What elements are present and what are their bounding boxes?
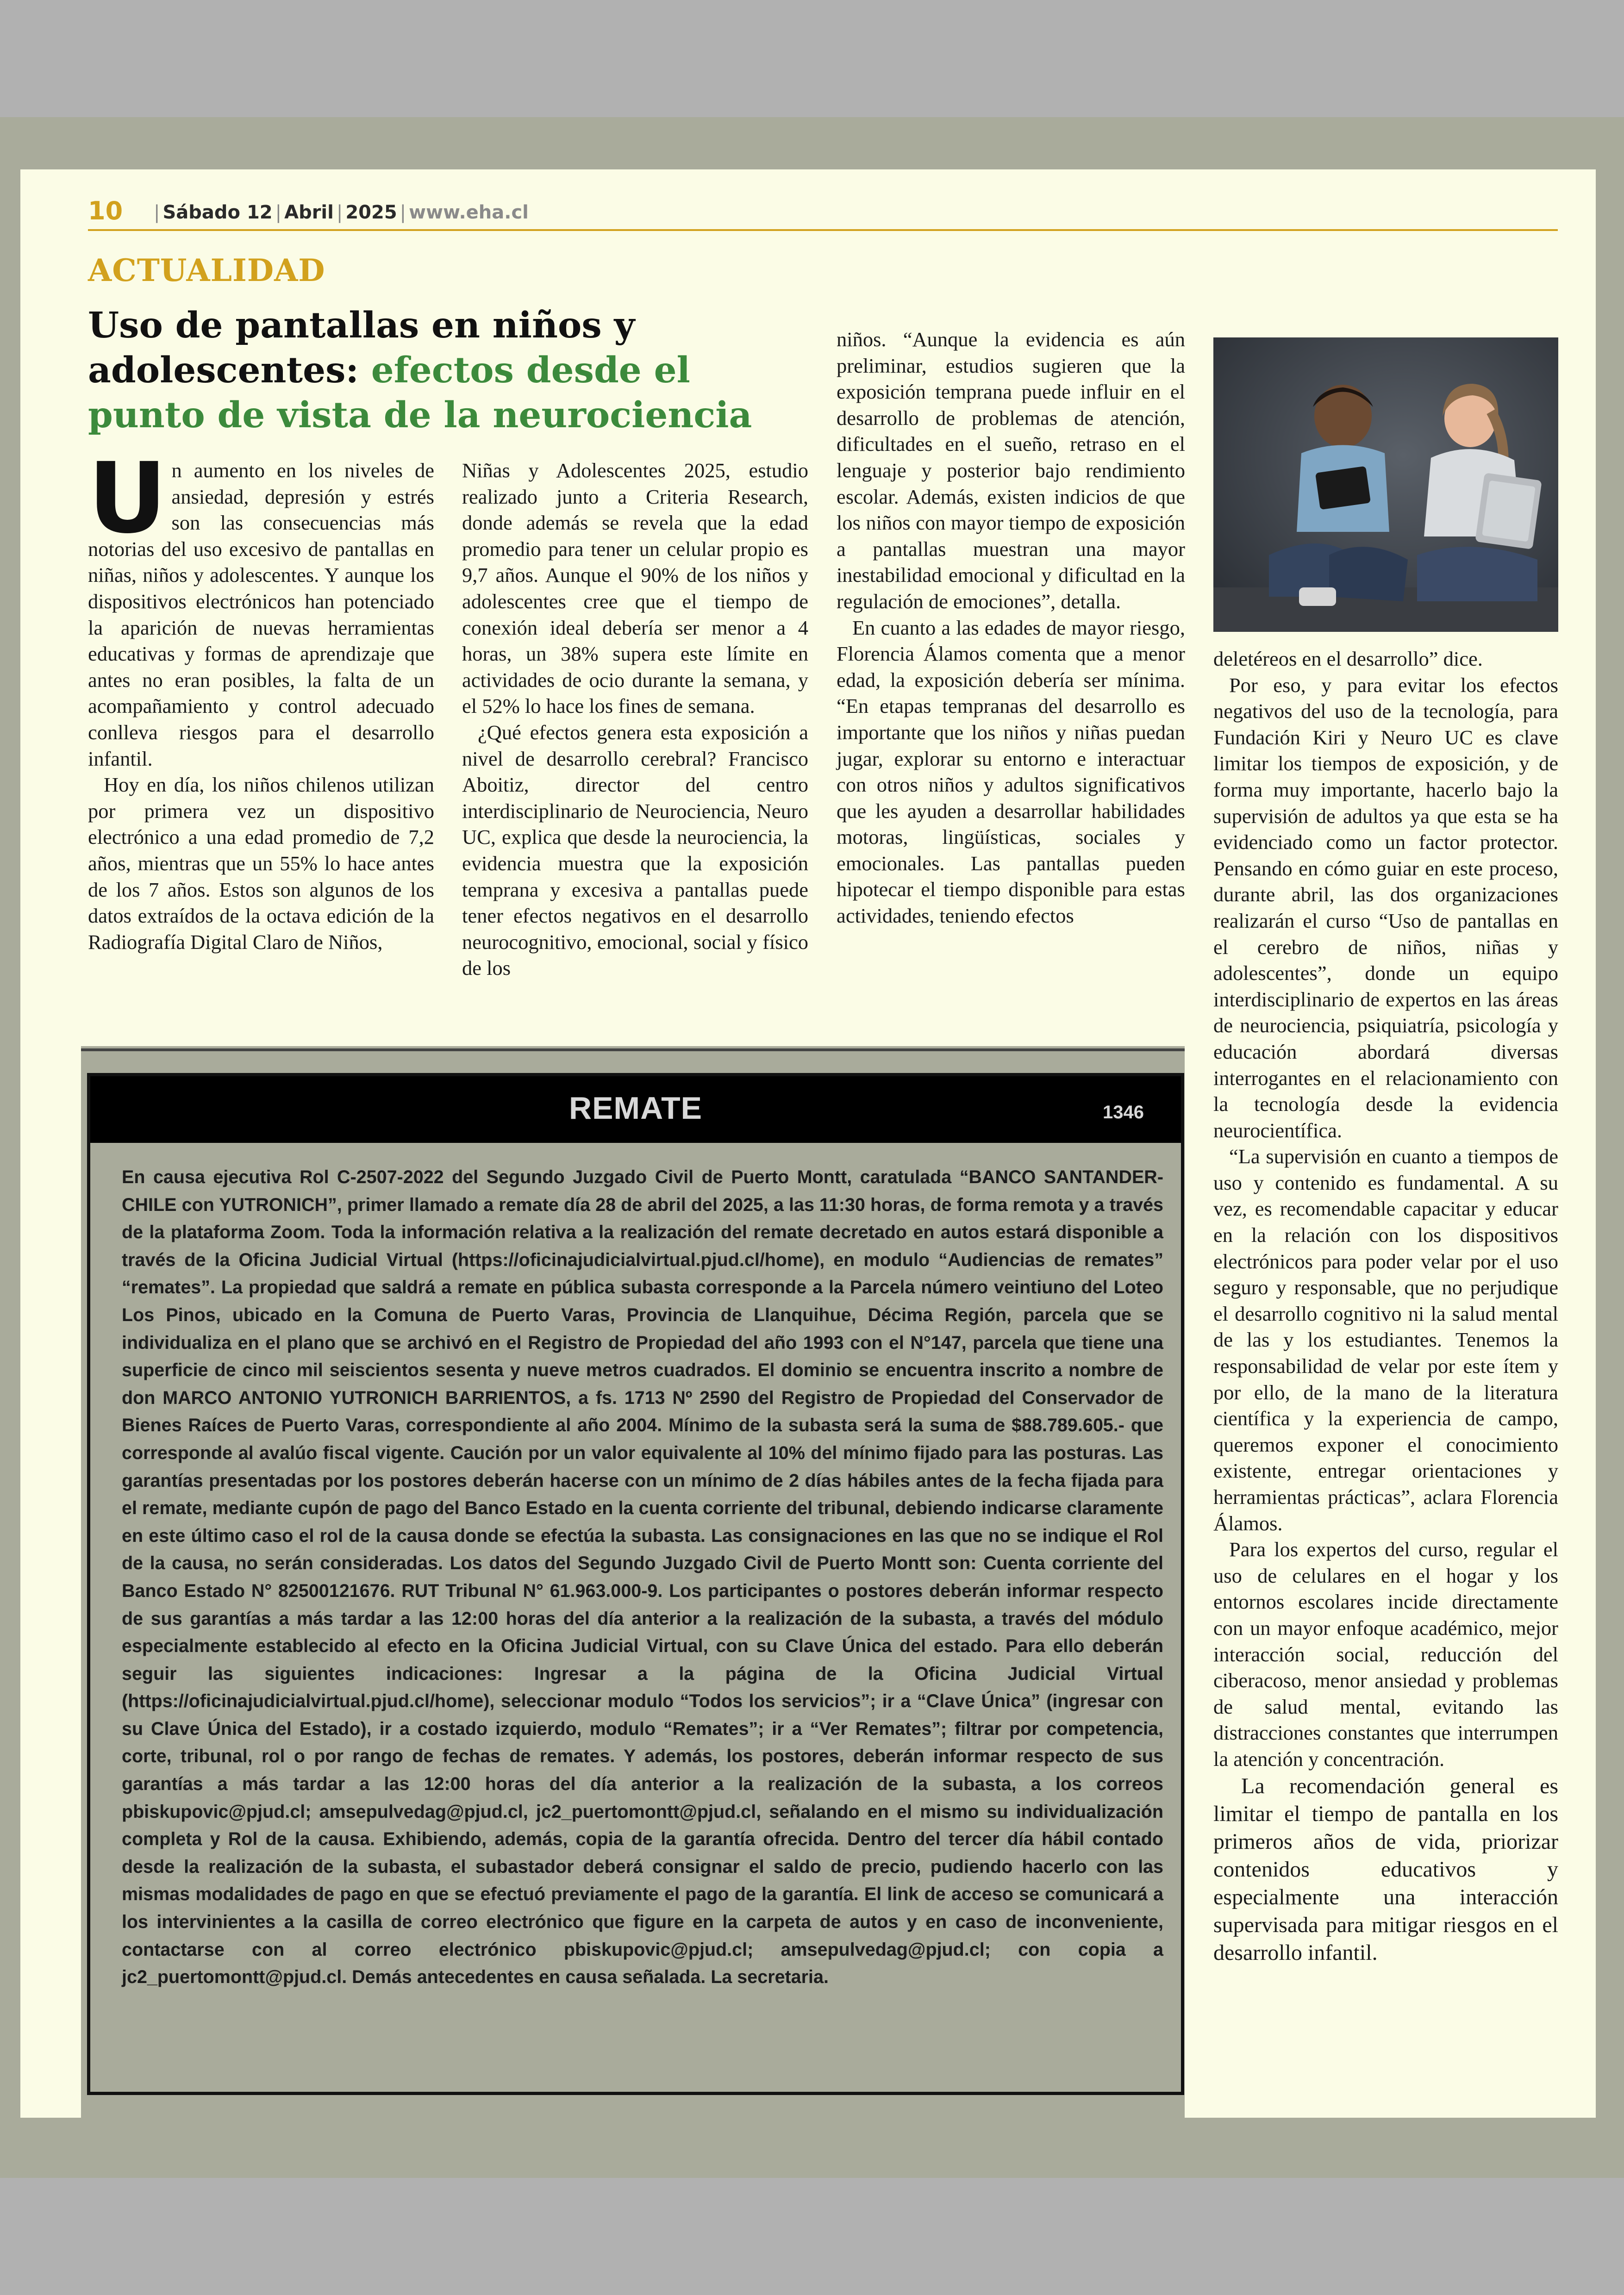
col4-paragraph-3: “La supervisión en cuanto a tiempos de uso y contenido es fundamental. A su vez, es recomendable capacitar y educar en la relación con los dispositivos electrónicos para poder velar por el uso seguro y responsable, que no perjudique el desarrollo cognitivo ni la salud mental de las y los estudiantes. Tenemos la responsabilidad de velar por este ítem y por ello, de la mano de la literatura científica y la experiencia de campo, queremos exponer el conocimiento existente, entregar orientaciones y herramientas prácticas”, aclara Florencia Álamos. [1213,1145,1558,1535]
remate-body: En causa ejecutiva Rol C-2507-2022 del Segundo Juzgado Civil de Puerto Montt, caratulada “BANCO SANTANDER-CHILE con YUTRONICH”, primer llamado a remate día 28 de abril del 2025, a las 11:30 horas, de forma remota y a través de la plataforma Zoom. Toda la información relativa a la realización del remate decretado en autos estará disponible a través de la Oficina Judicial Virtual (https://oficinajudicialvirtual.pjud.cl/home), en modulo “Audiencias de remates” “remates”. La propiedad que saldrá a remate en pública subasta corresponde a la Parcela número veintiuno del Loteo Los Pinos, ubicado en la Comuna de Puerto Varas, Provincia de Llanquihue, Décima Región, parcela que se individualiza en el plano que se archivó en el Registro de Propiedad del año 1993 con el N°147, parcela que tiene una superficie de cinco mil seiscientos sesenta y nueve metros cuadrados. El dominio se encuentra inscrito a nombre de don MARCO ANTONIO YUTRONICH BARRIENTOS, a fs. 1713 Nº 2590 del Registro de Propiedad del Conservador de Bienes Raíces de Puerto Varas, correspondiente al año 2004. Mínimo de la subasta será la suma de $88.789.605.- que corresponde al avalúo fiscal vigente. Caución por un valor equivalente al 10% del mínimo fijado para las posturas. Las garantías presentadas por los postores deberán hacerse con un mínimo de 2 días hábiles antes de la fecha fijada para el remate, mediante cupón de pago del Banco Estado en la cuenta corriente del tribunal, debiendo indicarse claramente en este último caso el rol de la causa donde se efectúa la subasta. Las consignaciones en las que no se indique el Rol de la causa, no serán consideradas. Los datos del Segundo Juzgado Civil de Puerto Montt son: Cuenta corriente del Banco Estado N° 82500121676. RUT Tribunal N° 61.963.000-9. Los participantes o postores deberán informar respecto de sus garantías a más tardar a las 12:00 horas del día anterior a la realización de la subasta, a través del módulo especialmente establecido al efecto en la Oficina Judicial Virtual, con su Clave Única del estado. Para ello deberán seguir las siguientes indicaciones: Ingresar a la página de la Oficina Judicial Virtual (https://oficinajudicialvirtual.pjud.cl/home), seleccionar modulo “Todos los servicios”; ir a “Clave Única” (ingresar con su Clave Única del Estado), ir a costado izquierdo, modulo “Remates”; ir a “Ver Remates”; filtrar por competencia, corte, tribunal, rol o por rango de fechas de remates. Y además, los postores, deberán informar respecto de sus garantías a más tardar a las 12:00 horas del día anterior a la realización de la subasta, a los correos pbiskupovic@pjud.cl; amsepulvedag@pjud.cl, jc2_puertomontt@pjud.cl, señalando en el mismo su individualización completa y Rol de la causa. Exhibiendo, además, copia de la garantía ofrecida. Dentro del tercer día hábil contado desde la realización de la subasta, el subastador deberá consignar el saldo de precio, pudiendo hacerlo con las mismas modalidades de pago en que se efectuó previamente el pago de la garantía. El link de acceso se comunicará a los intervinientes a la casilla de correo electrónico que figure en la carpeta de autos y en caso de inconveniente, contactarse con al correo electrónico pbiskupovic@pjud.cl; amsepulvedag@pjud.cl; con copia a jc2_puertomontt@pjud.cl. Demás antecedentes en causa señalada. La secretaria. [122,1167,1163,1988]
col4-paragraph-4: Para los expertos del curso, regular el uso de celulares en el hogar y los entornos escolares incide directamente con un mayor enfoque académico, mejor interacción social, reducción del ciberacoso, menor ansiedad y problemas de salud mental, evitando las distracciones constantes que interrumpen la atención y concentración. [1213,1538,1558,1771]
issue-day: Sábado 12 [162,202,273,223]
issue-year: 2025 [345,202,397,223]
children-tablets-photo [1213,337,1558,632]
headline-black: Uso de pantallas en niños y adolescentes: [88,305,635,391]
col3-paragraph-2: En cuanto a las edades de mayor riesgo, Florencia Álamos comenta que a menor edad, la exposición debería ser mínima. “En etapas tempranas del desarrollo es importante que los niños y niñas puedan jugar, explorar su entorno e interactuar con otros niños y adultos significativos que les ayuden a desarrollar habilidades motoras, lingüísticas, sociales y emocionales. Las pantallas pueden hipotecar el tiempo disponible para estas actividades, teniendo efectos [837,616,1185,928]
page-number: 10 [88,196,123,225]
col1-paragraph-1: n aumento en los niveles de ansiedad, depresión y estrés son las consecuencias más notorias del uso excesivo de pantallas en niñas, niños y adolescentes. Y aunque los dispositivos electrónicos han potenciado la aparición de nuevas herramientas educativas y formas de aprendizaje que antes no eran posibles, la falta de un acompañamiento y control adecuado conlleva riesgos para el desarrollo infantil. [88,459,434,770]
article-column-3 [837,326,1185,929]
col2-paragraph-2: ¿Qué efectos genera esta exposición a nivel de desarrollo cerebral? Francisco Aboitiz, director del centro interdisciplinario de Neurociencia, Neuro UC, explica que desde la neurociencia, la evidencia muestra que la exposición temprana y excesiva a pantallas puede tener efectos negativos en el desarrollo neurocognitivo, emocional, social y físico de los [462,720,808,980]
header-divider [88,229,1558,231]
issue-date-line: | Sábado 12 | Abril | 2025 | www.eha.cl [154,202,529,223]
section-label: ACTUALIDAD [88,252,325,288]
col4-paragraph-5: La recomendación general es limitar el tiempo de pantalla en los primeros años de vida, priorizar contenidos educativos y especialmente una interacción supervisada para mitigar riesgos en el desarrollo infantil. [1213,1773,1558,1965]
col4-paragraph-1: deletéreos en el desarrollo” dice. [1213,647,1483,670]
issue-month: Abril [284,202,334,223]
website-url: www.eha.cl [409,202,529,223]
headline-green: efectos desde el punto de vista de la neurociencia [88,349,752,436]
remate-notice [87,1073,1184,2095]
col3-paragraph-1: niños. “Aunque la evidencia es aún preliminar, estudios sugieren que la exposición temprana puede influir en el desarrollo de problemas de atención, dificultades en el sueño, retraso en el lenguaje y posterior bajo rendimiento escolar. Además, existen indicios de que los niños con mayor tiempo de exposición a pantallas muestran una mayor inestabilidad emocional y dificultad en la regulación de emociones”, detalla. [837,328,1185,613]
remate-title: REMATE [568,1091,703,1126]
col4-paragraph-2: Por eso, y para evitar los efectos negativos del uso de la tecnología, para Fundación Kiri y Neuro UC es clave limitar los tiempos de exposición, y de forma muy importante, hacerlo bajo la supervisión de adultos ya que esta se ha evidenciado como un factor protector. Pensando en cómo guiar en este proceso, durante abril, las dos organizaciones realizarán el curso “Uso de pantallas en el cerebro de niños, niñas y adolescentes”, donde un equipo interdisciplinario de expertos en las áreas de neurociencia, psiquiatría, psicología y educación abordará diversas interrogantes en el relacionamiento con la tecnología desde la evidencia neurocientífica. [1213,673,1558,1142]
article-column-4 [1213,646,1558,1967]
col1-paragraph-2: Hoy en día, los niños chilenos utilizan por primera vez un dispositivo electrónico a una edad promedio de 7,2 años, mientras que un 55% lo hace antes de los 7 años. Estos son algunos de los datos extraídos de la octava edición de la Radiografía Digital Claro de Niños, [88,773,434,954]
col2-paragraph-1: Niñas y Adolescentes 2025, estudio realizado junto a Criteria Research, donde además se revela que la edad promedio para tener un celular propio es 9,7 años. Aunque el 90% de los niños y adolescentes cree que el tiempo de conexión ideal debería ser menor a 4 horas, un 38% supera este límite en actividades de ocio durante la semana, y el 52% lo hace los fines de semana. [462,459,808,718]
article-column-2 [462,457,808,981]
notice-divider [81,1048,1185,1051]
remate-code: 1346 [1103,1102,1144,1123]
drop-cap: U [88,442,167,555]
article-headline [88,303,810,438]
remate-header-bar [90,1076,1181,1143]
article-column-1 [88,442,434,955]
